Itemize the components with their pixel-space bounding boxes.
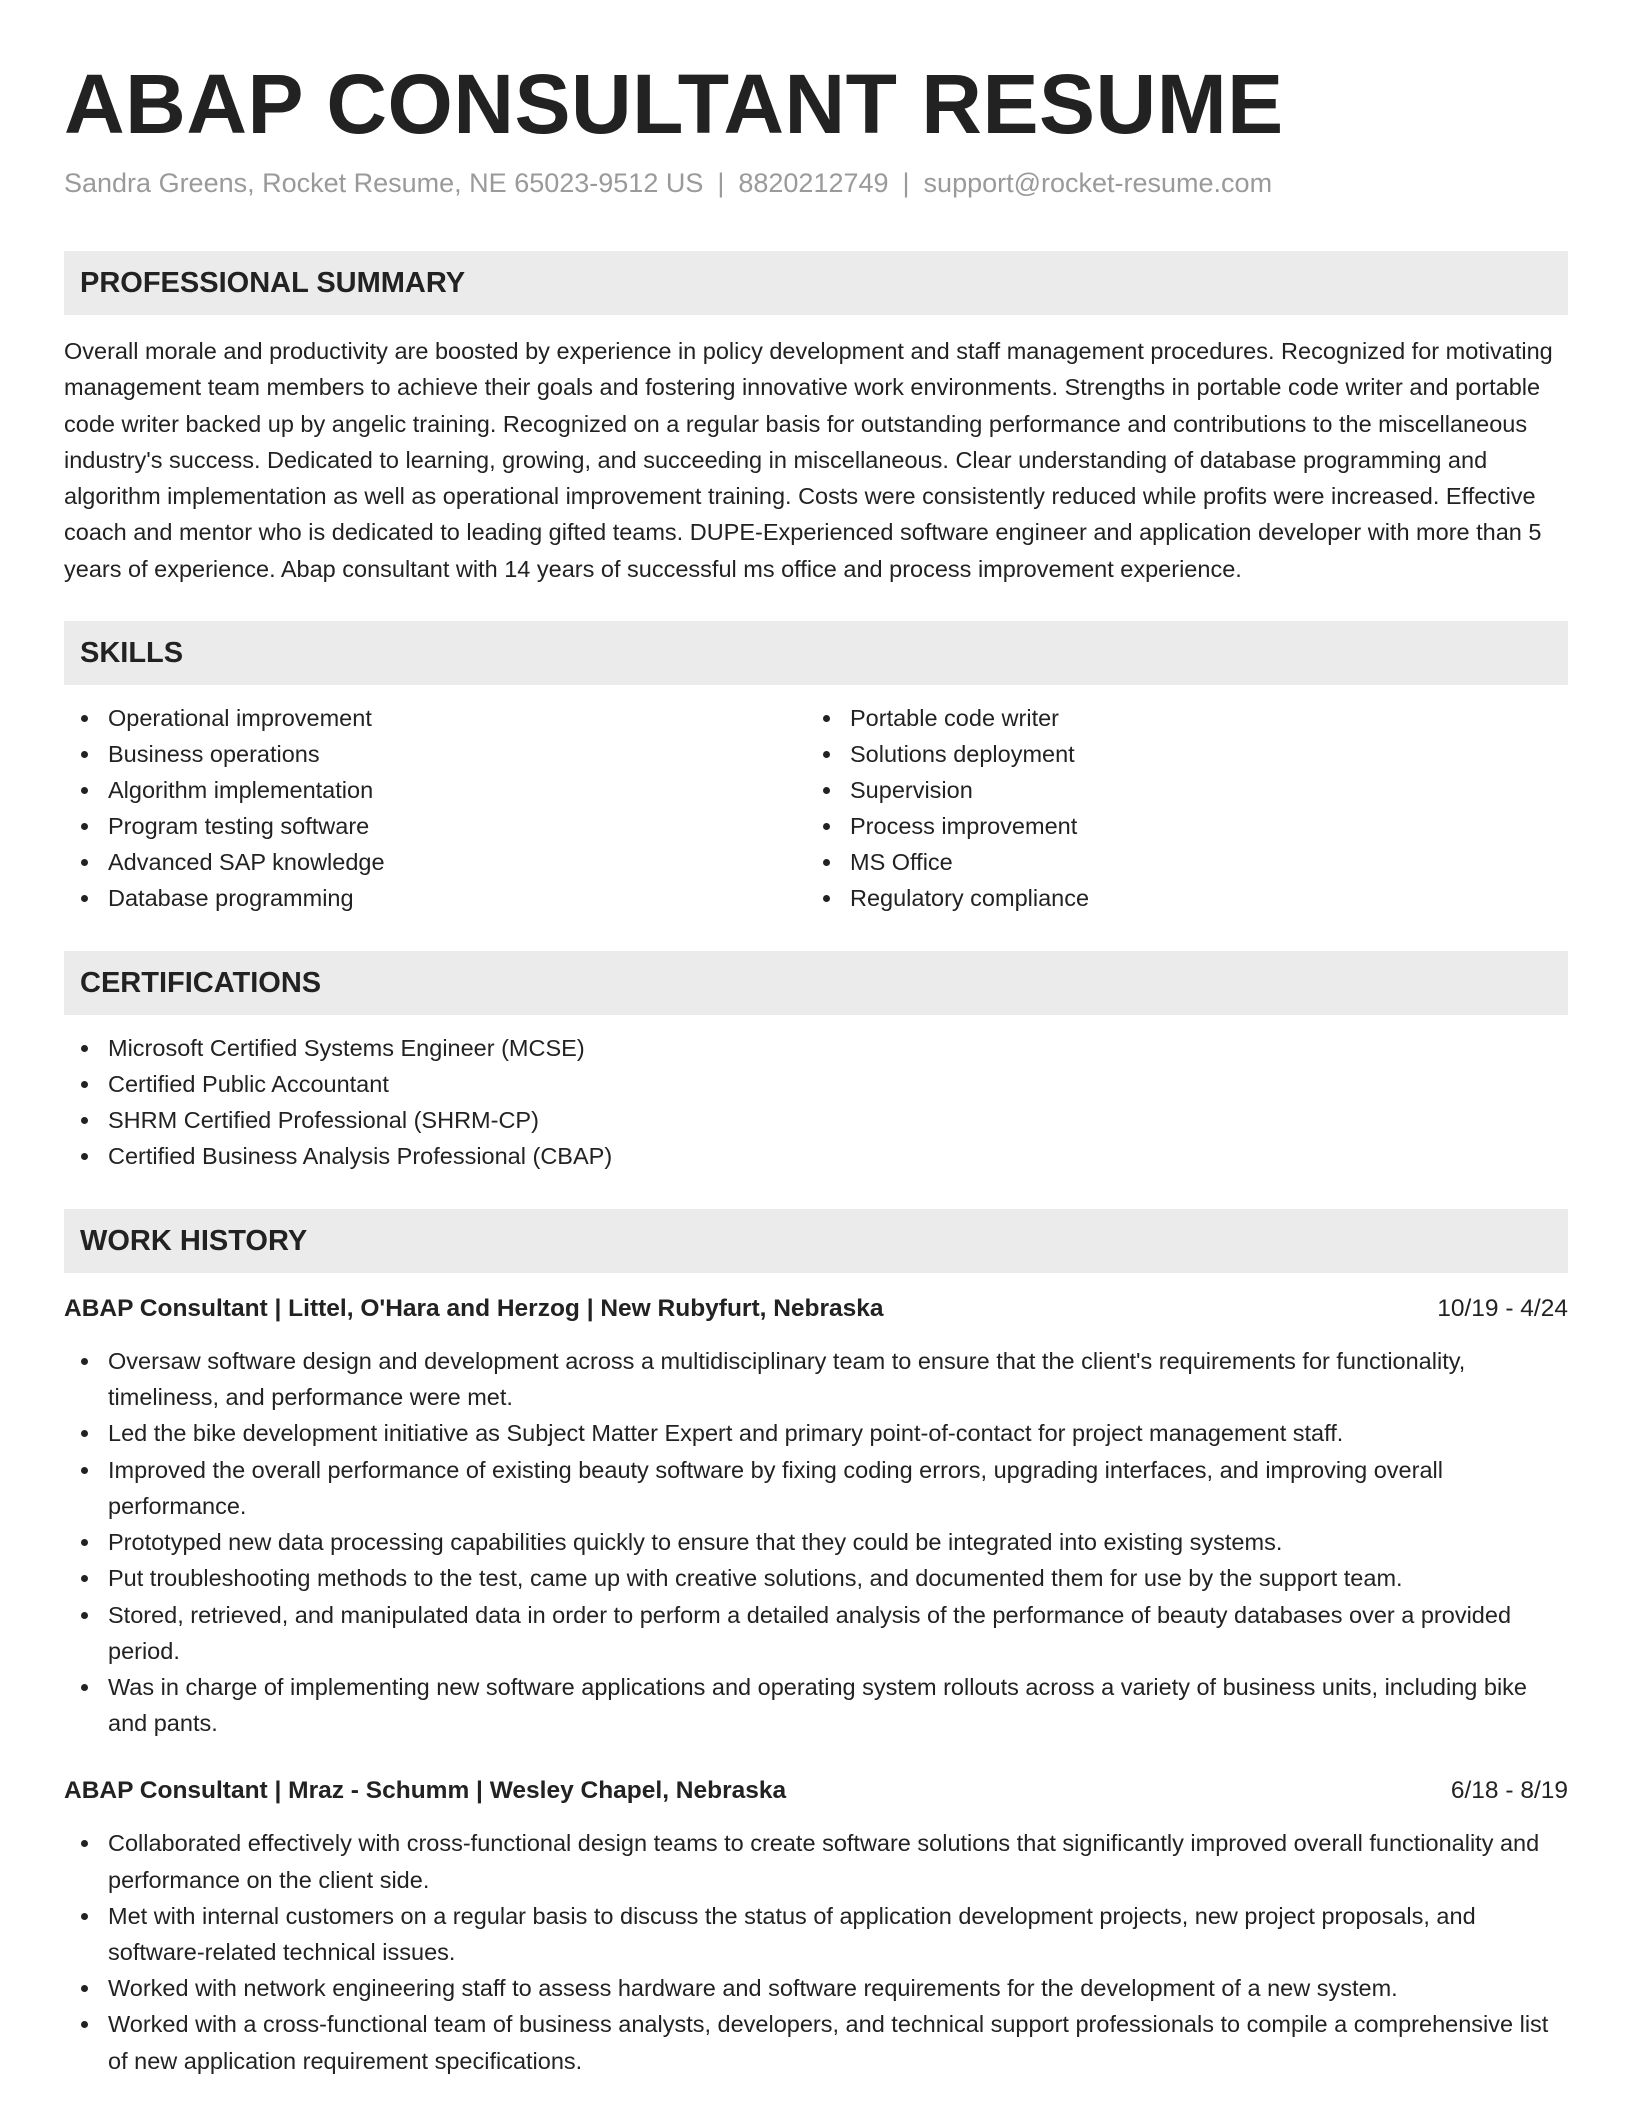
job-bullet: Led the bike development initiative as Subject Matter Expert and primary point-of-contact for project management staff.: [64, 1415, 1568, 1451]
skill-item: Business operations: [64, 736, 806, 772]
job-dates: 6/18 - 8/19: [1450, 1777, 1568, 1805]
skill-item: Program testing software: [64, 808, 806, 844]
skill-item: Advanced SAP knowledge: [64, 844, 806, 880]
certification-item: Microsoft Certified Systems Engineer (MCSE): [64, 1030, 1568, 1066]
work-history-heading: WORK HISTORY: [64, 1209, 1568, 1273]
job-title: ABAP Consultant | Littel, O'Hara and Herzog | New Rubyfurt, Nebraska: [64, 1295, 884, 1323]
certification-item: SHRM Certified Professional (SHRM-CP): [64, 1102, 1568, 1138]
job-entry: [64, 1773, 1568, 2078]
job-title: ABAP Consultant | Mraz - Schumm | Wesley Chapel, Nebraska: [64, 1777, 787, 1805]
summary-heading: PROFESSIONAL SUMMARY: [64, 251, 1568, 315]
skills-column-left: [64, 700, 806, 916]
skill-item: Portable code writer: [806, 700, 1548, 736]
skill-item: Algorithm implementation: [64, 772, 806, 808]
job-header: [64, 1773, 1568, 1809]
job-bullet: Collaborated effectively with cross-functional design teams to create software solutions that significantly improved overall functionality and performance on the client side.: [64, 1825, 1568, 1897]
job-bullets: [64, 1825, 1568, 2078]
contact-email: support@rocket-resume.com: [923, 168, 1273, 198]
summary-text: Overall morale and productivity are boosted by experience in policy development and staff management procedures. Recognized for motivating management team members to achieve their goals and fostering innovative work environments. Strengths in portable code writer and portable code writer backed up by angelic training. Recognized on a regular basis for outstanding performance and contributions to the miscellaneous industry's success. Dedicated to learning, growing, and succeeding in miscellaneous. Clear understanding of database programming and algorithm implementation as well as operational improvement training. Costs were consistently reduced while profits were increased. Effective coach and mentor who is dedicated to leading gifted teams. DUPE-Experienced software engineer and application developer with more than 5 years of experience. Abap consultant with 14 years of successful ms office and process improvement experience.: [64, 338, 1553, 582]
skill-item: Regulatory compliance: [806, 880, 1548, 916]
job-bullet: Put troubleshooting methods to the test, came up with creative solutions, and documented them for use by the support team.: [64, 1560, 1568, 1596]
job-bullet: Worked with network engineering staff to assess hardware and software requirements for the development of a new system.: [64, 1970, 1568, 2006]
contact-separator: |: [717, 168, 725, 198]
job-entry: [64, 1291, 1568, 1741]
skills-column-right: [806, 700, 1548, 916]
skill-item: Operational improvement: [64, 700, 806, 736]
contact-address: Sandra Greens, Rocket Resume, NE 65023-9512 US: [64, 168, 704, 198]
job-bullet: Stored, retrieved, and manipulated data in order to perform a detailed analysis of the performance of beauty databases over a provided period.: [64, 1597, 1568, 1669]
certifications-heading: CERTIFICATIONS: [64, 951, 1568, 1015]
skills-heading: SKILLS: [64, 621, 1568, 685]
skill-item: Supervision: [806, 772, 1548, 808]
contact-line: [64, 168, 1568, 199]
job-bullets: [64, 1343, 1568, 1741]
skill-item: MS Office: [806, 844, 1548, 880]
job-bullet: Met with internal customers on a regular basis to discuss the status of application development projects, new project proposals, and software-related technical issues.: [64, 1898, 1568, 1970]
certification-item: Certified Business Analysis Professional (CBAP): [64, 1138, 1568, 1174]
skills-grid: [64, 700, 1568, 916]
job-bullet: Improved the overall performance of existing beauty software by fixing coding errors, upgrading interfaces, and improving overall performance.: [64, 1452, 1568, 1524]
job-bullet: Prototyped new data processing capabilities quickly to ensure that they could be integrated into existing systems.: [64, 1524, 1568, 1560]
contact-separator: |: [902, 168, 910, 198]
skill-item: Solutions deployment: [806, 736, 1548, 772]
certifications-list: [64, 1030, 1568, 1174]
job-bullet: Oversaw software design and development across a multidisciplinary team to ensure that the client's requirements for functionality, timeliness, and performance were met.: [64, 1343, 1568, 1415]
job-header: [64, 1291, 1568, 1327]
contact-phone: 8820212749: [738, 168, 889, 198]
resume-title: ABAP CONSULTANT RESUME: [64, 57, 1284, 151]
job-bullet: Worked with a cross-functional team of business analysts, developers, and technical support professionals to compile a comprehensive list of new application requirement specifications.: [64, 2006, 1568, 2078]
job-dates: 10/19 - 4/24: [1437, 1295, 1568, 1323]
job-bullet: Was in charge of implementing new software applications and operating system rollouts across a variety of business units, including bike and pants.: [64, 1669, 1568, 1741]
skill-item: Database programming: [64, 880, 806, 916]
skill-item: Process improvement: [806, 808, 1548, 844]
certification-item: Certified Public Accountant: [64, 1066, 1568, 1102]
